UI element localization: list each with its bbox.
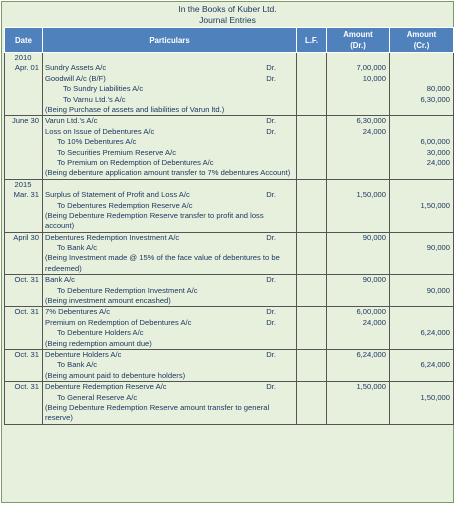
debit-amount: 1,50,000	[356, 190, 386, 200]
account-label: To Debentures Redemption Reserve A/c	[57, 200, 193, 210]
entry-date: Oct. 31	[14, 307, 39, 317]
credit-amount	[392, 307, 450, 317]
credit-amount	[392, 318, 450, 328]
account-label: Surplus of Statement of Profit and Loss A/c	[45, 190, 190, 200]
spacer	[329, 53, 386, 63]
debit-amount: 90,000	[362, 232, 386, 242]
account-line	[45, 393, 294, 403]
debit-amount	[329, 286, 386, 296]
dr-marker: Dr.	[266, 232, 276, 242]
entry-date-cell	[5, 307, 43, 350]
account-line	[45, 243, 294, 253]
entry-lf-cell	[297, 232, 327, 275]
narration-text	[45, 253, 294, 274]
credit-amount: 1,50,000	[420, 392, 450, 402]
journal-entry-row	[5, 116, 454, 179]
account-label: To Sundry Liabilities A/c	[63, 84, 144, 94]
entry-credit-cell	[390, 53, 454, 116]
account-line	[45, 158, 294, 168]
account-label: To Securities Premium Reserve A/c	[57, 147, 177, 157]
account-line	[45, 286, 294, 296]
entry-date: Mar. 31	[13, 190, 39, 200]
account-line	[45, 148, 294, 158]
entry-debit-cell	[327, 179, 390, 232]
debit-amount: 24,000	[362, 126, 386, 136]
credit-amount	[392, 350, 450, 360]
entry-lf-cell	[297, 382, 327, 425]
narration-label: (Being Debenture Redemption Reserve transfer to profit and loss account)	[45, 210, 264, 231]
entry-date: Oct. 31	[14, 350, 39, 360]
credit-amount: 90,000	[426, 243, 450, 253]
entry-debit-cell	[327, 382, 390, 425]
narration-text	[45, 211, 294, 232]
debit-amount: 6,00,000	[356, 307, 386, 317]
account-label: To Bank A/c	[57, 243, 98, 253]
entry-particulars-cell	[43, 116, 297, 179]
entry-credit-cell	[390, 179, 454, 232]
narration-label: (Being Investment made @ 15% of the face value of debentures to be redeemed)	[45, 253, 280, 273]
entry-date: Apr. 01	[14, 63, 39, 73]
journal-subtitle: Journal Entries	[199, 15, 256, 25]
account-line	[45, 84, 294, 94]
narration-text	[45, 403, 294, 424]
entry-lf-cell	[297, 53, 327, 116]
credit-amount: 90,000	[426, 285, 450, 295]
entry-lf-cell	[297, 350, 327, 382]
credit-amount	[392, 275, 450, 285]
dr-marker: Dr.	[266, 73, 276, 83]
entry-debit-cell	[327, 307, 390, 350]
spacer	[329, 180, 386, 190]
account-line	[45, 233, 294, 243]
account-label: Goodwill A/c (B/F)	[45, 73, 106, 83]
credit-amount: 6,00,000	[420, 137, 450, 147]
account-label: 7% Debentures A/c	[45, 307, 111, 317]
account-label: Sundry Assets A/c	[45, 63, 107, 73]
col-particulars-header: Particulars	[43, 28, 297, 53]
header-line: Amount	[343, 30, 373, 39]
narration-text	[45, 371, 294, 381]
account-label: To Premium on Redemption of Debentures A/c	[57, 157, 214, 167]
account-label: Debenture Redemption Reserve A/c	[45, 382, 167, 392]
entry-credit-cell	[390, 275, 454, 307]
dr-marker: Dr.	[266, 190, 276, 200]
entry-lf-cell	[297, 275, 327, 307]
entry-particulars-cell	[43, 307, 297, 350]
narration-label: (Being Debenture Redemption Reserve amount transfer to general reserve)	[45, 403, 270, 423]
debit-amount	[329, 84, 386, 94]
journal-table	[4, 27, 454, 425]
entry-credit-cell	[390, 307, 454, 350]
entry-credit-cell	[390, 232, 454, 275]
entry-debit-cell	[327, 116, 390, 179]
account-label: To General Reserve A/c	[57, 392, 138, 402]
debit-amount: 6,30,000	[356, 116, 386, 126]
spacer	[45, 180, 294, 190]
account-line	[45, 201, 294, 211]
account-label: Loss on Issue of Debentures A/c	[45, 126, 155, 136]
journal-entry-row	[5, 53, 454, 116]
narration-text	[45, 105, 294, 115]
header-line: Amount	[406, 30, 437, 39]
entry-credit-cell	[390, 382, 454, 425]
account-line	[45, 382, 294, 392]
narration-label: (Being amount paid to debenture holders)	[45, 370, 186, 380]
credit-amount	[392, 382, 450, 392]
dr-marker: Dr.	[266, 382, 276, 392]
col-lf-header: L.F.	[297, 28, 327, 53]
account-label: To Bank A/c	[57, 360, 98, 370]
journal-entry-row	[5, 275, 454, 307]
account-label: Debentures Redemption Investment A/c	[45, 232, 180, 242]
credit-amount	[392, 116, 450, 126]
credit-amount: 24,000	[426, 157, 450, 167]
account-label: To Debenture Redemption Investment A/c	[57, 285, 198, 295]
entry-date-cell	[5, 179, 43, 232]
credit-amount	[392, 74, 450, 84]
entry-date-cell	[5, 116, 43, 179]
narration-text	[45, 168, 294, 178]
account-line	[45, 318, 294, 328]
debit-amount	[329, 158, 386, 168]
entry-debit-cell	[327, 53, 390, 116]
col-amount-cr-header	[390, 28, 454, 53]
entry-date-cell	[5, 53, 43, 116]
spacer	[392, 180, 450, 190]
entry-credit-cell	[390, 116, 454, 179]
account-line	[45, 275, 294, 285]
journal-entry-row	[5, 350, 454, 382]
entry-date-cell	[5, 275, 43, 307]
entry-date: April 30	[13, 232, 39, 242]
credit-amount: 80,000	[426, 84, 450, 94]
journal-entry-row	[5, 307, 454, 350]
dr-marker: Dr.	[266, 307, 276, 317]
entry-debit-cell	[327, 275, 390, 307]
debit-amount	[329, 201, 386, 211]
credit-amount	[392, 63, 450, 73]
debit-amount: 10,000	[362, 73, 386, 83]
account-line	[45, 116, 294, 126]
entry-lf-cell	[297, 116, 327, 179]
entry-lf-cell	[297, 179, 327, 232]
entry-particulars-cell	[43, 275, 297, 307]
book-title: In the Books of Kuber Ltd.	[178, 4, 277, 14]
entry-debit-cell	[327, 232, 390, 275]
credit-amount: 6,24,000	[420, 360, 450, 370]
narration-text	[45, 339, 294, 349]
journal-sheet	[1, 1, 454, 503]
entry-credit-cell	[390, 350, 454, 382]
narration-label: (Being debenture application amount transfer to 7% debentures Account)	[45, 168, 291, 178]
header-line: (Dr.)	[350, 41, 366, 50]
debit-amount: 6,24,000	[356, 350, 386, 360]
spacer	[392, 53, 450, 63]
table-header-row	[5, 28, 454, 53]
credit-amount	[392, 190, 450, 200]
entry-lf-cell	[297, 307, 327, 350]
journal-entry-row	[5, 382, 454, 425]
account-line	[45, 328, 294, 338]
narration-label: (Being redemption amount due)	[45, 338, 152, 348]
account-label: Bank A/c	[45, 275, 75, 285]
entry-particulars-cell	[43, 232, 297, 275]
narration-label: (Being investment amount encashed)	[45, 296, 171, 306]
dr-marker: Dr.	[266, 350, 276, 360]
debit-amount: 90,000	[362, 275, 386, 285]
account-line	[45, 63, 294, 73]
entry-particulars-cell	[43, 179, 297, 232]
header-line: (Cr.)	[413, 41, 430, 50]
debit-amount	[329, 360, 386, 370]
debit-amount	[329, 243, 386, 253]
credit-amount: 6,30,000	[420, 94, 450, 104]
entry-date: Oct. 31	[14, 382, 39, 392]
dr-marker: Dr.	[266, 116, 276, 126]
entry-date: June 30	[11, 116, 39, 126]
account-line	[45, 137, 294, 147]
account-label: To 10% Debentures A/c	[57, 137, 137, 147]
col-date-header: Date	[5, 28, 43, 53]
entry-particulars-cell	[43, 53, 297, 116]
account-line	[45, 307, 294, 317]
entry-particulars-cell	[43, 382, 297, 425]
credit-amount	[392, 127, 450, 137]
account-line	[45, 360, 294, 370]
entry-date-cell	[5, 350, 43, 382]
entry-date: Oct. 31	[14, 275, 39, 285]
credit-amount: 6,24,000	[420, 328, 450, 338]
narration-text	[45, 296, 294, 306]
journal-entry-row	[5, 232, 454, 275]
account-label: To Debenture Holders A/c	[57, 328, 144, 338]
entry-date-cell	[5, 232, 43, 275]
debit-amount	[329, 393, 386, 403]
debit-amount: 7,00,000	[356, 63, 386, 73]
debit-amount: 24,000	[362, 317, 386, 327]
account-label: To Varnu Ltd.'s A/c	[63, 94, 126, 104]
entry-particulars-cell	[43, 350, 297, 382]
account-label: Premium on Redemption of Debentures A/c	[45, 317, 192, 327]
debit-amount	[329, 328, 386, 338]
spacer	[45, 53, 294, 63]
dr-marker: Dr.	[266, 126, 276, 136]
debit-amount	[329, 137, 386, 147]
entry-date-cell	[5, 382, 43, 425]
dr-marker: Dr.	[266, 63, 276, 73]
dr-marker: Dr.	[266, 317, 276, 327]
credit-amount: 30,000	[426, 147, 450, 157]
entry-date: 2010	[14, 53, 32, 62]
debit-amount	[329, 95, 386, 105]
account-line	[45, 127, 294, 137]
credit-amount	[392, 233, 450, 243]
account-line	[45, 350, 294, 360]
account-line	[45, 190, 294, 200]
account-line	[45, 95, 294, 105]
dr-marker: Dr.	[266, 275, 276, 285]
credit-amount: 1,50,000	[420, 200, 450, 210]
account-label: Debenture Holders A/c	[45, 350, 122, 360]
entry-date: 2015	[14, 179, 32, 189]
account-label: Varun Ltd.'s A/c	[45, 116, 98, 126]
entry-debit-cell	[327, 350, 390, 382]
col-amount-dr-header	[327, 28, 390, 53]
journal-body	[5, 53, 454, 425]
debit-amount: 1,50,000	[356, 382, 386, 392]
narration-label: (Being Purchase of assets and liabilities of Varun ltd.)	[45, 104, 225, 114]
account-line	[45, 74, 294, 84]
debit-amount	[329, 148, 386, 158]
journal-entry-row	[5, 179, 454, 232]
